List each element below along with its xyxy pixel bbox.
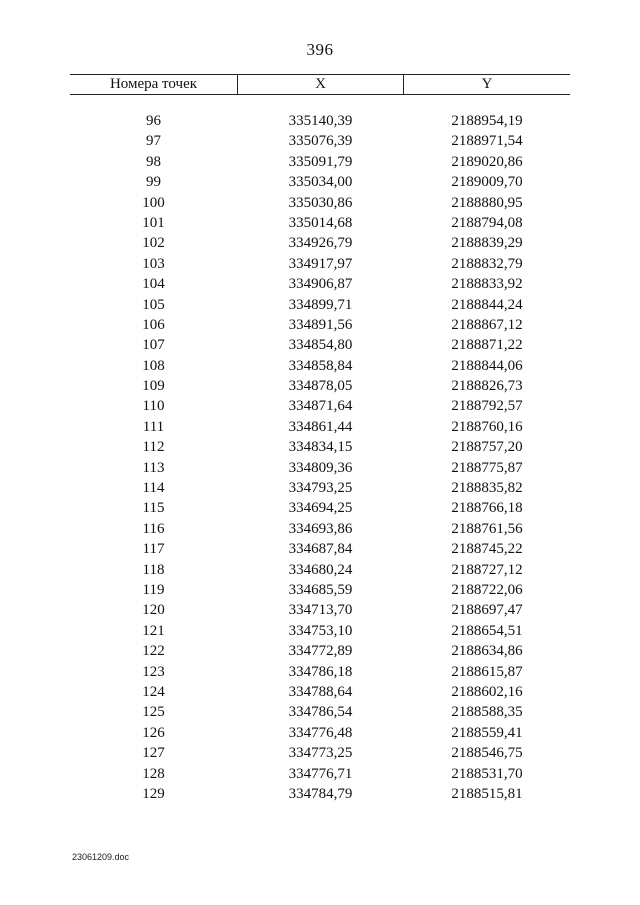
table-row <box>70 764 570 784</box>
y-coordinate-cell: 2188634,86 <box>451 643 523 660</box>
x-coordinate-cell: 334788,64 <box>288 683 353 700</box>
y-coordinate-cell: 2188722,06 <box>451 581 523 598</box>
point-number-cell: 127 <box>142 745 165 762</box>
coordinates-table-body <box>70 111 570 804</box>
table-row <box>70 580 570 600</box>
x-coordinate-cell: 334680,24 <box>288 561 353 578</box>
x-coordinate-cell: 334906,87 <box>288 276 353 293</box>
table-row <box>70 356 570 376</box>
table-row <box>70 376 570 396</box>
point-number-cell: 124 <box>142 683 165 700</box>
table-row <box>70 662 570 682</box>
table-row <box>70 172 570 192</box>
point-number-cell: 99 <box>146 174 161 191</box>
y-coordinate-cell: 2188727,12 <box>451 561 523 578</box>
point-number-cell: 115 <box>142 500 165 517</box>
table-row <box>70 743 570 763</box>
point-number-cell: 108 <box>142 357 165 374</box>
y-coordinate-cell: 2188546,75 <box>451 745 523 762</box>
table-row <box>70 458 570 478</box>
table-row <box>70 519 570 539</box>
point-number-cell: 122 <box>142 643 165 660</box>
table-row <box>70 560 570 580</box>
x-coordinate-cell: 335091,79 <box>288 153 353 170</box>
table-row <box>70 213 570 233</box>
table-row <box>70 600 570 620</box>
y-coordinate-cell: 2188761,56 <box>451 520 523 537</box>
header-x: X <box>315 76 326 92</box>
x-coordinate-cell: 334854,80 <box>288 337 353 354</box>
point-number-cell: 103 <box>142 255 165 272</box>
point-number-cell: 117 <box>142 541 165 558</box>
y-coordinate-cell: 2189009,70 <box>451 174 523 191</box>
y-coordinate-cell: 2188602,16 <box>451 683 523 700</box>
y-coordinate-cell: 2188757,20 <box>451 439 523 456</box>
document-filename: 23061209.doc <box>72 852 130 862</box>
point-number-cell: 100 <box>142 194 165 211</box>
table-row <box>70 233 570 253</box>
y-coordinate-cell: 2188835,82 <box>451 480 523 497</box>
point-number-cell: 128 <box>142 765 165 782</box>
y-coordinate-cell: 2188954,19 <box>451 113 523 129</box>
x-coordinate-cell: 334784,79 <box>288 785 353 802</box>
x-coordinate-cell: 334891,56 <box>288 316 353 333</box>
y-coordinate-cell: 2188588,35 <box>451 704 523 721</box>
x-coordinate-cell: 334861,44 <box>288 418 353 435</box>
point-number-cell: 110 <box>142 398 165 415</box>
x-coordinate-cell: 334773,25 <box>288 745 353 762</box>
table-row <box>70 478 570 498</box>
table-row <box>70 437 570 457</box>
point-number-cell: 126 <box>142 724 165 741</box>
point-number-cell: 129 <box>142 785 165 802</box>
point-number-cell: 123 <box>142 663 165 680</box>
header-point-number: Номера точек <box>109 76 198 92</box>
table-row <box>70 682 570 702</box>
point-number-cell: 102 <box>142 235 165 252</box>
point-number-cell: 104 <box>142 276 165 293</box>
y-coordinate-cell: 2188844,06 <box>451 357 523 374</box>
table-row <box>70 641 570 661</box>
x-coordinate-cell: 334809,36 <box>288 459 353 476</box>
x-coordinate-cell: 334753,10 <box>288 622 353 639</box>
y-coordinate-cell: 2188775,87 <box>451 459 523 476</box>
y-coordinate-cell: 2188826,73 <box>451 378 523 395</box>
y-coordinate-cell: 2188794,08 <box>451 214 523 231</box>
table-row <box>70 723 570 743</box>
x-coordinate-cell: 335014,68 <box>288 214 353 231</box>
y-coordinate-cell: 2188871,22 <box>451 337 523 354</box>
point-number-cell: 106 <box>142 316 165 333</box>
x-coordinate-cell: 334776,48 <box>288 724 353 741</box>
point-number-cell: 121 <box>142 622 165 639</box>
header-y: Y <box>481 76 493 92</box>
x-coordinate-cell: 334776,71 <box>288 765 353 782</box>
y-coordinate-cell: 2188531,70 <box>451 765 523 782</box>
point-number-cell: 116 <box>142 520 165 537</box>
x-coordinate-cell: 334926,79 <box>288 235 353 252</box>
y-coordinate-cell: 2188833,92 <box>451 276 523 293</box>
y-coordinate-cell: 2188832,79 <box>451 255 523 272</box>
table-row <box>70 193 570 213</box>
x-coordinate-cell: 334694,25 <box>288 500 353 517</box>
point-number-cell: 118 <box>142 561 165 578</box>
table-row <box>70 254 570 274</box>
page-number: 396 <box>306 40 334 59</box>
table-row <box>70 702 570 722</box>
x-coordinate-cell: 334685,59 <box>288 581 353 598</box>
point-number-cell: 109 <box>142 378 165 395</box>
point-number-cell: 111 <box>142 418 165 435</box>
point-number-cell: 96 <box>146 113 161 129</box>
x-coordinate-cell: 335034,00 <box>288 174 353 191</box>
table-header <box>70 74 570 96</box>
y-coordinate-cell: 2188880,95 <box>451 194 523 211</box>
x-coordinate-cell: 334834,15 <box>288 439 353 456</box>
point-number-cell: 114 <box>142 480 165 497</box>
x-coordinate-cell: 334858,84 <box>288 357 353 374</box>
y-coordinate-cell: 2188766,18 <box>451 500 523 517</box>
y-coordinate-cell: 2188792,57 <box>451 398 523 415</box>
y-coordinate-cell: 2188615,87 <box>451 663 523 680</box>
y-coordinate-cell: 2188654,51 <box>451 622 523 639</box>
point-number-cell: 97 <box>146 133 161 150</box>
x-coordinate-cell: 334878,05 <box>288 378 353 395</box>
table-row <box>70 396 570 416</box>
point-number-cell: 120 <box>142 602 165 619</box>
table-row <box>70 131 570 151</box>
x-coordinate-cell: 334687,84 <box>288 541 353 558</box>
table-row <box>70 498 570 518</box>
point-number-cell: 113 <box>142 459 165 476</box>
y-coordinate-cell: 2188697,47 <box>451 602 523 619</box>
x-coordinate-cell: 334899,71 <box>288 296 353 313</box>
point-number-cell: 101 <box>142 214 165 231</box>
y-coordinate-cell: 2188839,29 <box>451 235 523 252</box>
y-coordinate-cell: 2188559,41 <box>451 724 523 741</box>
y-coordinate-cell: 2188971,54 <box>451 133 523 150</box>
y-coordinate-cell: 2189020,86 <box>451 153 523 170</box>
point-number-cell: 119 <box>142 581 165 598</box>
point-number-cell: 107 <box>142 337 165 354</box>
table-row <box>70 417 570 437</box>
table-row <box>70 295 570 315</box>
y-coordinate-cell: 2188745,22 <box>451 541 523 558</box>
y-coordinate-cell: 2188844,24 <box>451 296 523 313</box>
y-coordinate-cell: 2188867,12 <box>451 316 523 333</box>
table-row <box>70 621 570 641</box>
x-coordinate-cell: 334871,64 <box>288 398 353 415</box>
y-coordinate-cell: 2188760,16 <box>451 418 523 435</box>
x-coordinate-cell: 334793,25 <box>288 480 353 497</box>
x-coordinate-cell: 335030,86 <box>288 194 353 211</box>
table-row <box>70 152 570 172</box>
table-row <box>70 784 570 804</box>
x-coordinate-cell: 334713,70 <box>288 602 353 619</box>
table-row <box>70 335 570 355</box>
table-row <box>70 111 570 131</box>
header-bottom-rule <box>70 94 570 95</box>
x-coordinate-cell: 334917,97 <box>288 255 353 272</box>
x-coordinate-cell: 334693,86 <box>288 520 353 537</box>
table-row <box>70 315 570 335</box>
x-coordinate-cell: 335076,39 <box>288 133 353 150</box>
point-number-cell: 98 <box>146 153 161 170</box>
x-coordinate-cell: 335140,39 <box>288 113 353 129</box>
table-row <box>70 539 570 559</box>
point-number-cell: 125 <box>142 704 165 721</box>
point-number-cell: 105 <box>142 296 165 313</box>
y-coordinate-cell: 2188515,81 <box>451 785 523 802</box>
x-coordinate-cell: 334786,18 <box>288 663 353 680</box>
point-number-cell: 112 <box>142 439 165 456</box>
header-top-rule <box>70 74 570 75</box>
x-coordinate-cell: 334786,54 <box>288 704 353 721</box>
x-coordinate-cell: 334772,89 <box>288 643 353 660</box>
table-row <box>70 274 570 294</box>
